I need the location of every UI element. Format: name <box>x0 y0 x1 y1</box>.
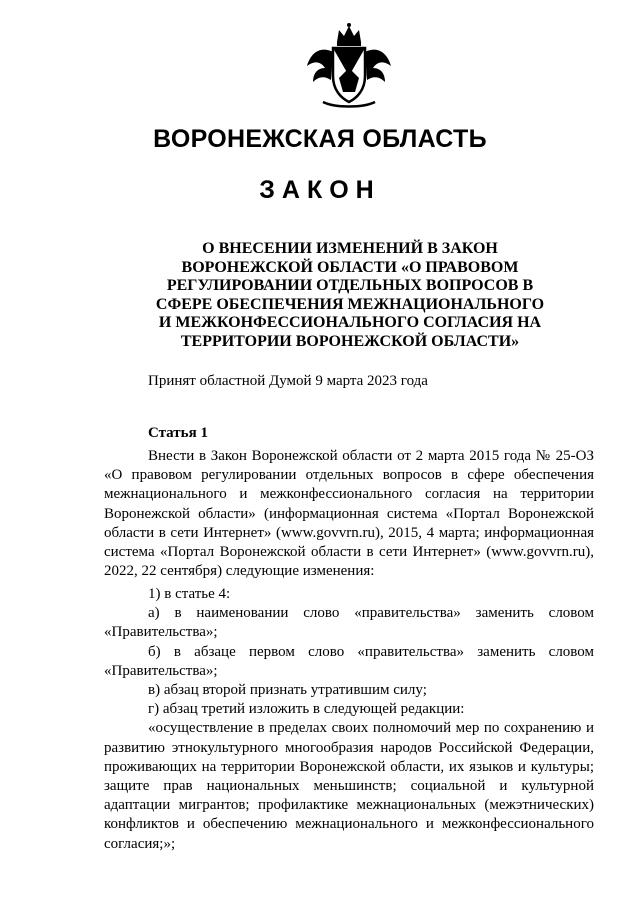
title-line: И МЕЖКОНФЕССИОНАЛЬНОГО СОГЛАСИЯ НА <box>158 314 542 331</box>
title-line: ТЕРРИТОРИИ ВОРОНЕЖСКОЙ ОБЛАСТИ» <box>180 332 520 350</box>
quoted-text: «осуществление в пределах своих полномочий мер по сохранению и развитию этнокультурного многообразия народов Российской Федерации, проживающих на территории Воронежской области, их языков и культуры; защите прав национальных меньшинств; социальной и культурной адаптации мигрантов; профилактике межнациональных (межэтнических) конфликтов и обеспечению межнационального и межконфессионального согласия;»; <box>104 720 594 852</box>
change-item: г) абзац третий изложить в следующей редакции: <box>148 701 465 718</box>
change-item: б) в абзаце первом слово «правительства» заменить словом «Правительства»; <box>104 643 594 679</box>
intro-paragraph: Внести в Закон Воронежской области от 2 марта 2015 года № 25-ОЗ «О правовом регулировании отдельных вопросов в сфере обеспечения межнационального и межконфессионального согласия на территории Воронежской области» (информационная система «Портал Воронежской области в сети Интернет» (www.govvrn.ru), 2015, 4 марта; информационная система «Портал Воронежской области в сети Интернет» (www.govvrn.ru), 2022, 22 сентября) следующие изменения: <box>104 448 594 580</box>
region-name: ВОРОНЕЖСКАЯ ОБЛАСТЬ <box>153 125 487 153</box>
adoption-date: Принят областной Думой 9 марта 2023 года <box>148 373 428 389</box>
title-line: ВОРОНЕЖСКОЙ ОБЛАСТИ «О ПРАВОВОМ <box>181 258 519 276</box>
title-line: О ВНЕСЕНИИ ИЗМЕНЕНИЙ В ЗАКОН <box>202 240 498 257</box>
law-title <box>140 240 560 351</box>
changes-list <box>104 585 594 854</box>
title-line: РЕГУЛИРОВАНИИ ОТДЕЛЬНЫХ ВОПРОСОВ В <box>166 277 534 294</box>
change-item: а) в наименовании слово «правительства» заменить словом «Правительства»; <box>104 605 594 641</box>
coat-of-arms-icon <box>303 22 395 110</box>
title-line: СФЕРЕ ОБЕСПЕЧЕНИЯ МЕЖНАЦИОНАЛЬНОГО <box>155 295 545 313</box>
change-item: в) абзац второй признать утратившим силу; <box>148 682 427 699</box>
change-item: 1) в статье 4: <box>148 586 231 602</box>
document-type: ЗАКОН <box>259 176 381 204</box>
article-heading: Статья 1 <box>148 425 208 441</box>
